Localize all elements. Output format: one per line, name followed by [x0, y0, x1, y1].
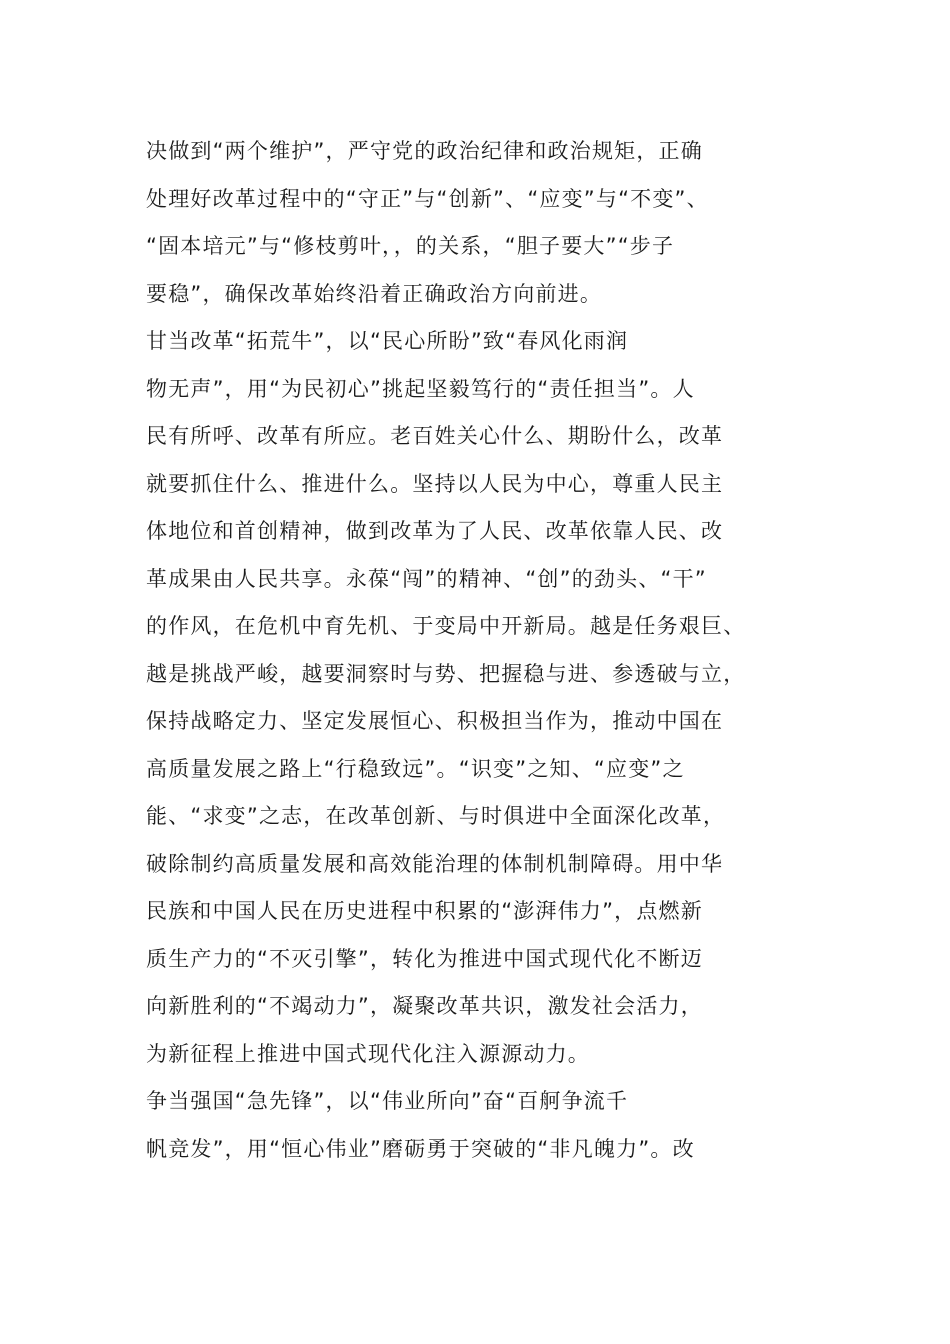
text-line-19: 向新胜利的“不竭动力”，凝聚改革共识，激发社会活力，: [146, 994, 703, 1018]
text-line-16: 破除制约高质量发展和高效能治理的体制机制障碍。用中华: [146, 851, 724, 876]
text-line-10: 革成果由人民共享。永葆“闯”的精神、“创”的劲头、“干”: [146, 566, 707, 591]
text-line-11: 的作风，在危机中育先机、于变局中开新局。越是任务艰巨、: [146, 614, 746, 638]
text-line-8: 就要抓住什么、推进什么。坚持以人民为中心，尊重人民主: [146, 471, 724, 496]
text-line-3: “固本培元”与“修枝剪叶，，的关系，“胆子要大”“步子: [146, 234, 675, 258]
text-line-12: 越是挑战严峻，越要洞察时与势、把握稳与进、参透破与立，: [146, 661, 746, 686]
text-line-21: 争当强国“急先锋”，以“伟业所向”奋“百舸争流千: [146, 1089, 629, 1113]
text-line-22: 帆竞发”，用“恒心伟业”磨砺勇于突破的“非凡魄力”。改: [146, 1136, 695, 1161]
text-line-2: 处理好改革过程中的“守正”与“创新”、“应变”与“不变”、: [146, 186, 709, 211]
text-line-1: 决做到“两个维护”，严守党的政治纪律和政治规矩，正确: [146, 139, 703, 163]
text-line-18: 质生产力的“不灭引擎”，转化为推进中国式现代化不断迈: [146, 946, 703, 971]
text-line-6: 物无声”，用“为民初心”挑起坚毅笃行的“责任担当”。人: [146, 376, 695, 401]
text-line-13: 保持战略定力、坚定发展恒心、积极担当作为，推动中国在: [146, 709, 724, 733]
document-body: [146, 133, 846, 1178]
text-line-20: 为新征程上推进中国式现代化注入源源动力。: [146, 1041, 590, 1066]
text-line-5: 甘当改革“拓荒牛”，以“民心所盼”致“春风化雨润: [146, 329, 629, 353]
text-line-9: 体地位和首创精神，做到改革为了人民、改革依靠人民、改: [146, 519, 724, 543]
text-line-14: 高质量发展之路上“行稳致远”。“识变”之知、“应变”之: [146, 756, 685, 781]
text-line-17: 民族和中国人民在历史进程中积累的“澎湃伟力”，点燃新: [146, 899, 703, 923]
text-line-4: 要稳”，确保改革始终沿着正确政治方向前进。: [146, 281, 603, 306]
text-line-15: 能、“求变”之志，在改革创新、与时俱进中全面深化改革，: [146, 804, 726, 828]
text-line-7: 民有所呼、改革有所应。老百姓关心什么、期盼什么，改革: [146, 424, 724, 448]
